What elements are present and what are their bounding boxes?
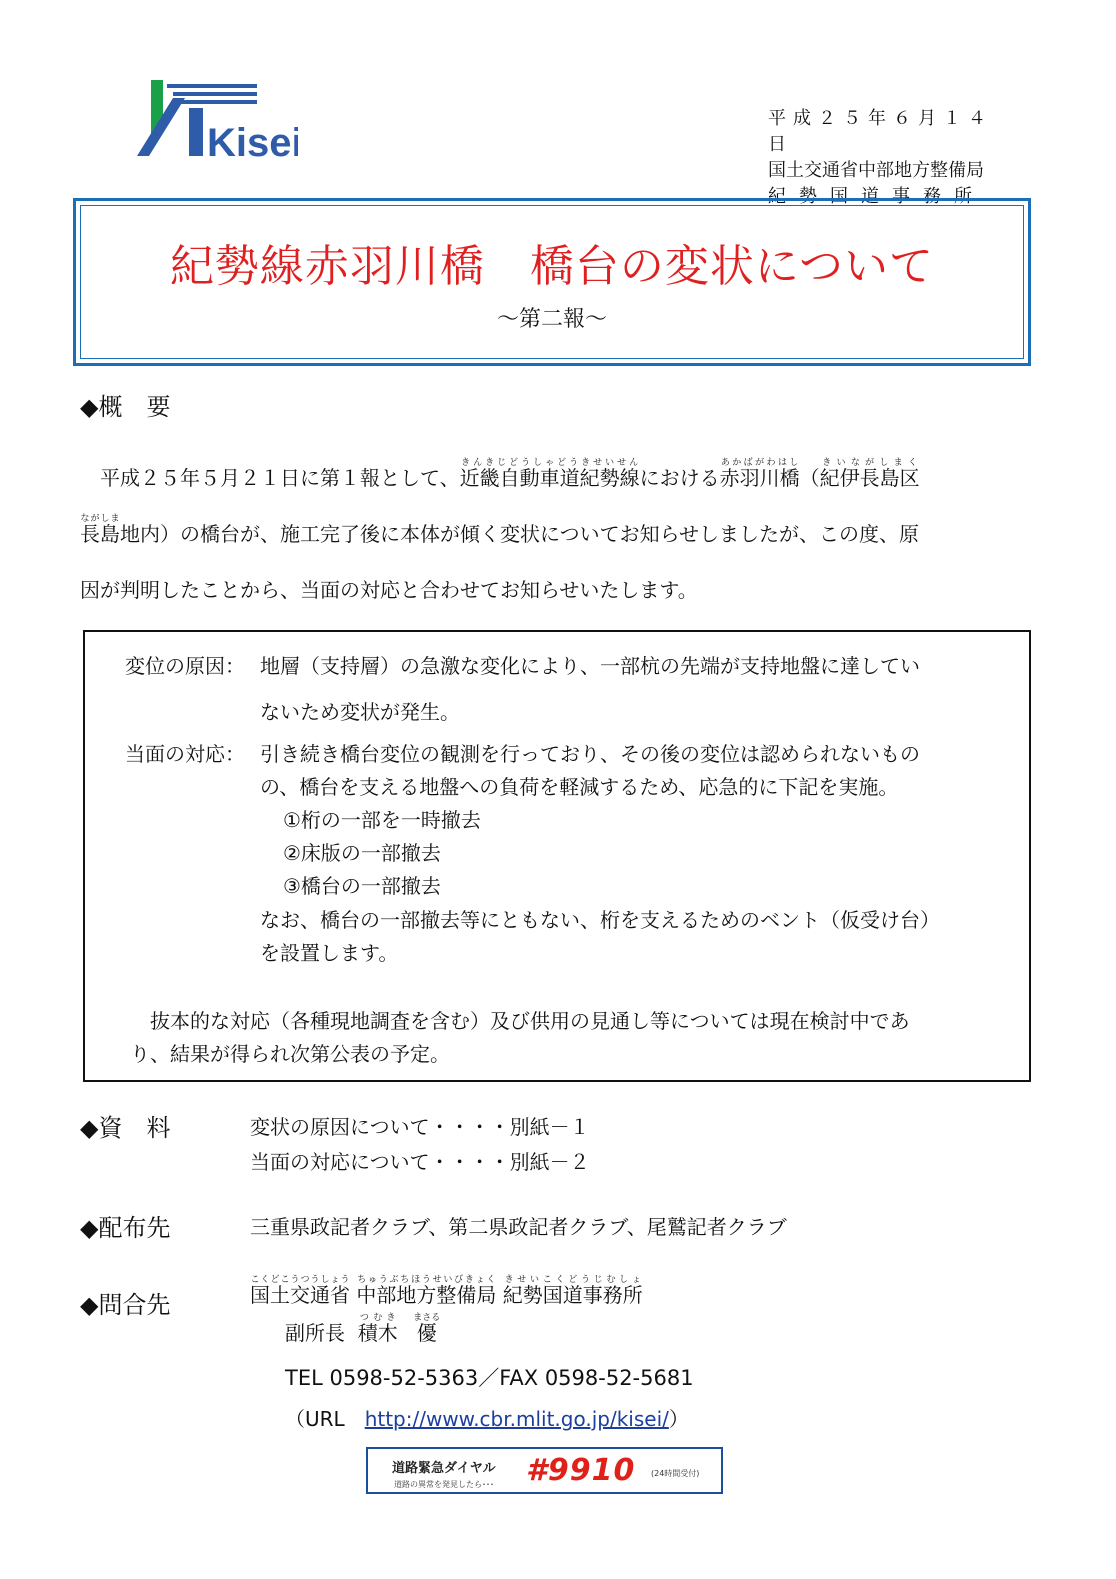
materials-item-1: 変状の原因について・・・・別紙－１ (250, 1115, 590, 1139)
response-line-2: の、橋台を支える地盤への負荷を軽減するため、応急的に下記を実施。 (260, 775, 899, 799)
response-item-3: ③橋台の一部撤去 (283, 874, 441, 898)
ruby-nagashima: 長島ながしま (80, 514, 120, 546)
contact-person (285, 1313, 440, 1346)
office-url-link[interactable]: http://www.cbr.mlit.go.jp/kisei/ (364, 1407, 669, 1431)
overview-paragraph (80, 450, 1020, 618)
cause-line-2: ないため変状が発生。 (260, 700, 460, 724)
office-name: 紀勢国道事務所 (768, 186, 985, 207)
materials-heading: ◆資 料 (80, 1114, 171, 1142)
ruby-masaru: 優まさる (413, 1313, 441, 1345)
url-prefix: （URL (285, 1407, 365, 1431)
url-suffix: ） (668, 1407, 689, 1431)
contact-tel-fax: TEL 0598-52-5363／FAX 0598-52-5681 (285, 1366, 694, 1390)
ruby-akabagawa: 赤羽川橋あかばがわはし (719, 458, 800, 490)
ruby-mlit: 国土交通省こくどこうつうしょう (250, 1275, 350, 1307)
contact-organization (250, 1275, 643, 1308)
response-item-2: ②床版の一部撤去 (283, 841, 441, 865)
emergency-sub: 道路の異常を発見したら･･･ (394, 1480, 494, 1489)
page-subtitle: ～第二報～ (496, 307, 607, 332)
kisei-logo-icon (133, 78, 298, 160)
cause-line-1: 地層（支持層）の急激な変化により、一部杭の先端が支持地盤に達してい (260, 654, 920, 678)
logo-text: Kisei (207, 121, 298, 160)
response-item-1: ①桁の一部を一時撤去 (283, 808, 481, 832)
kisei-logo (133, 78, 298, 160)
overview-heading: ◆概 要 (80, 393, 171, 421)
overview-text-4: 地内）の橋台が、施工完了後に本体が傾く変状についてお知らせしましたが、この度、原 (120, 522, 919, 546)
emergency-dial-banner (366, 1447, 723, 1494)
note-line-2: を設置します。 (260, 941, 399, 965)
distribution-heading: ◆配布先 (80, 1214, 171, 1242)
page-title: 紀勢線赤羽川橋 橋台の変状について (169, 241, 935, 292)
contact-url-line (285, 1403, 689, 1432)
overview-text-3: （ (799, 466, 820, 490)
ruby-kiinagashima: 紀伊長島区きいながしまく (819, 458, 920, 490)
issue-date: 平成２５年６月１４日 (768, 108, 993, 155)
ruby-tsumuki: 積木つむき (357, 1313, 398, 1345)
cause-label: 変位の原因： (125, 654, 245, 678)
note-line-1: なお、橋台の一部撤去等にともない、桁を支えるためのベント（仮受け台） (260, 908, 940, 932)
materials-item-2: 当面の対応について・・・・別紙－２ (250, 1150, 590, 1174)
final-line-1: 抜本的な対応（各種現地調査を含む）及び供用の見通し等については現在検討中であ (150, 1009, 910, 1033)
ruby-chubu: 中部地方整備局ちゅうぶちほうせいびきょく (356, 1275, 497, 1307)
overview-text-2: における (639, 466, 720, 490)
emergency-number: #9910 (526, 1453, 636, 1488)
overview-text-1: 平成２５年５月２１日に第１報として、 (100, 466, 460, 490)
emergency-hours: (24時間受付) (651, 1469, 700, 1478)
ministry-name: 国土交通省中部地方整備局 (768, 160, 984, 181)
final-line-2: り、結果が得られ次第公表の予定。 (130, 1042, 450, 1066)
contact-heading: ◆問合先 (80, 1291, 171, 1319)
ruby-kisei-line: 近畿自動車道紀勢線きんきじどうしゃどうきせいせん (459, 458, 640, 490)
overview-text-5: 因が判明したことから、当面の対応と合わせてお知らせいたします。 (80, 578, 698, 602)
response-line-1: 引き続き橋台変位の観測を行っており、その後の変位は認められないもの (260, 742, 920, 766)
contact-role: 副所長 (285, 1321, 345, 1345)
response-label: 当面の対応： (125, 742, 245, 766)
ruby-kisei-office: 紀勢国道事務所きせいこくどうじむしょ (502, 1275, 643, 1307)
header-info (768, 106, 1008, 210)
distribution-text: 三重県政記者クラブ、第二県政記者クラブ、尾鷲記者クラブ (250, 1215, 787, 1239)
emergency-label: 道路緊急ダイヤル (392, 1461, 496, 1476)
